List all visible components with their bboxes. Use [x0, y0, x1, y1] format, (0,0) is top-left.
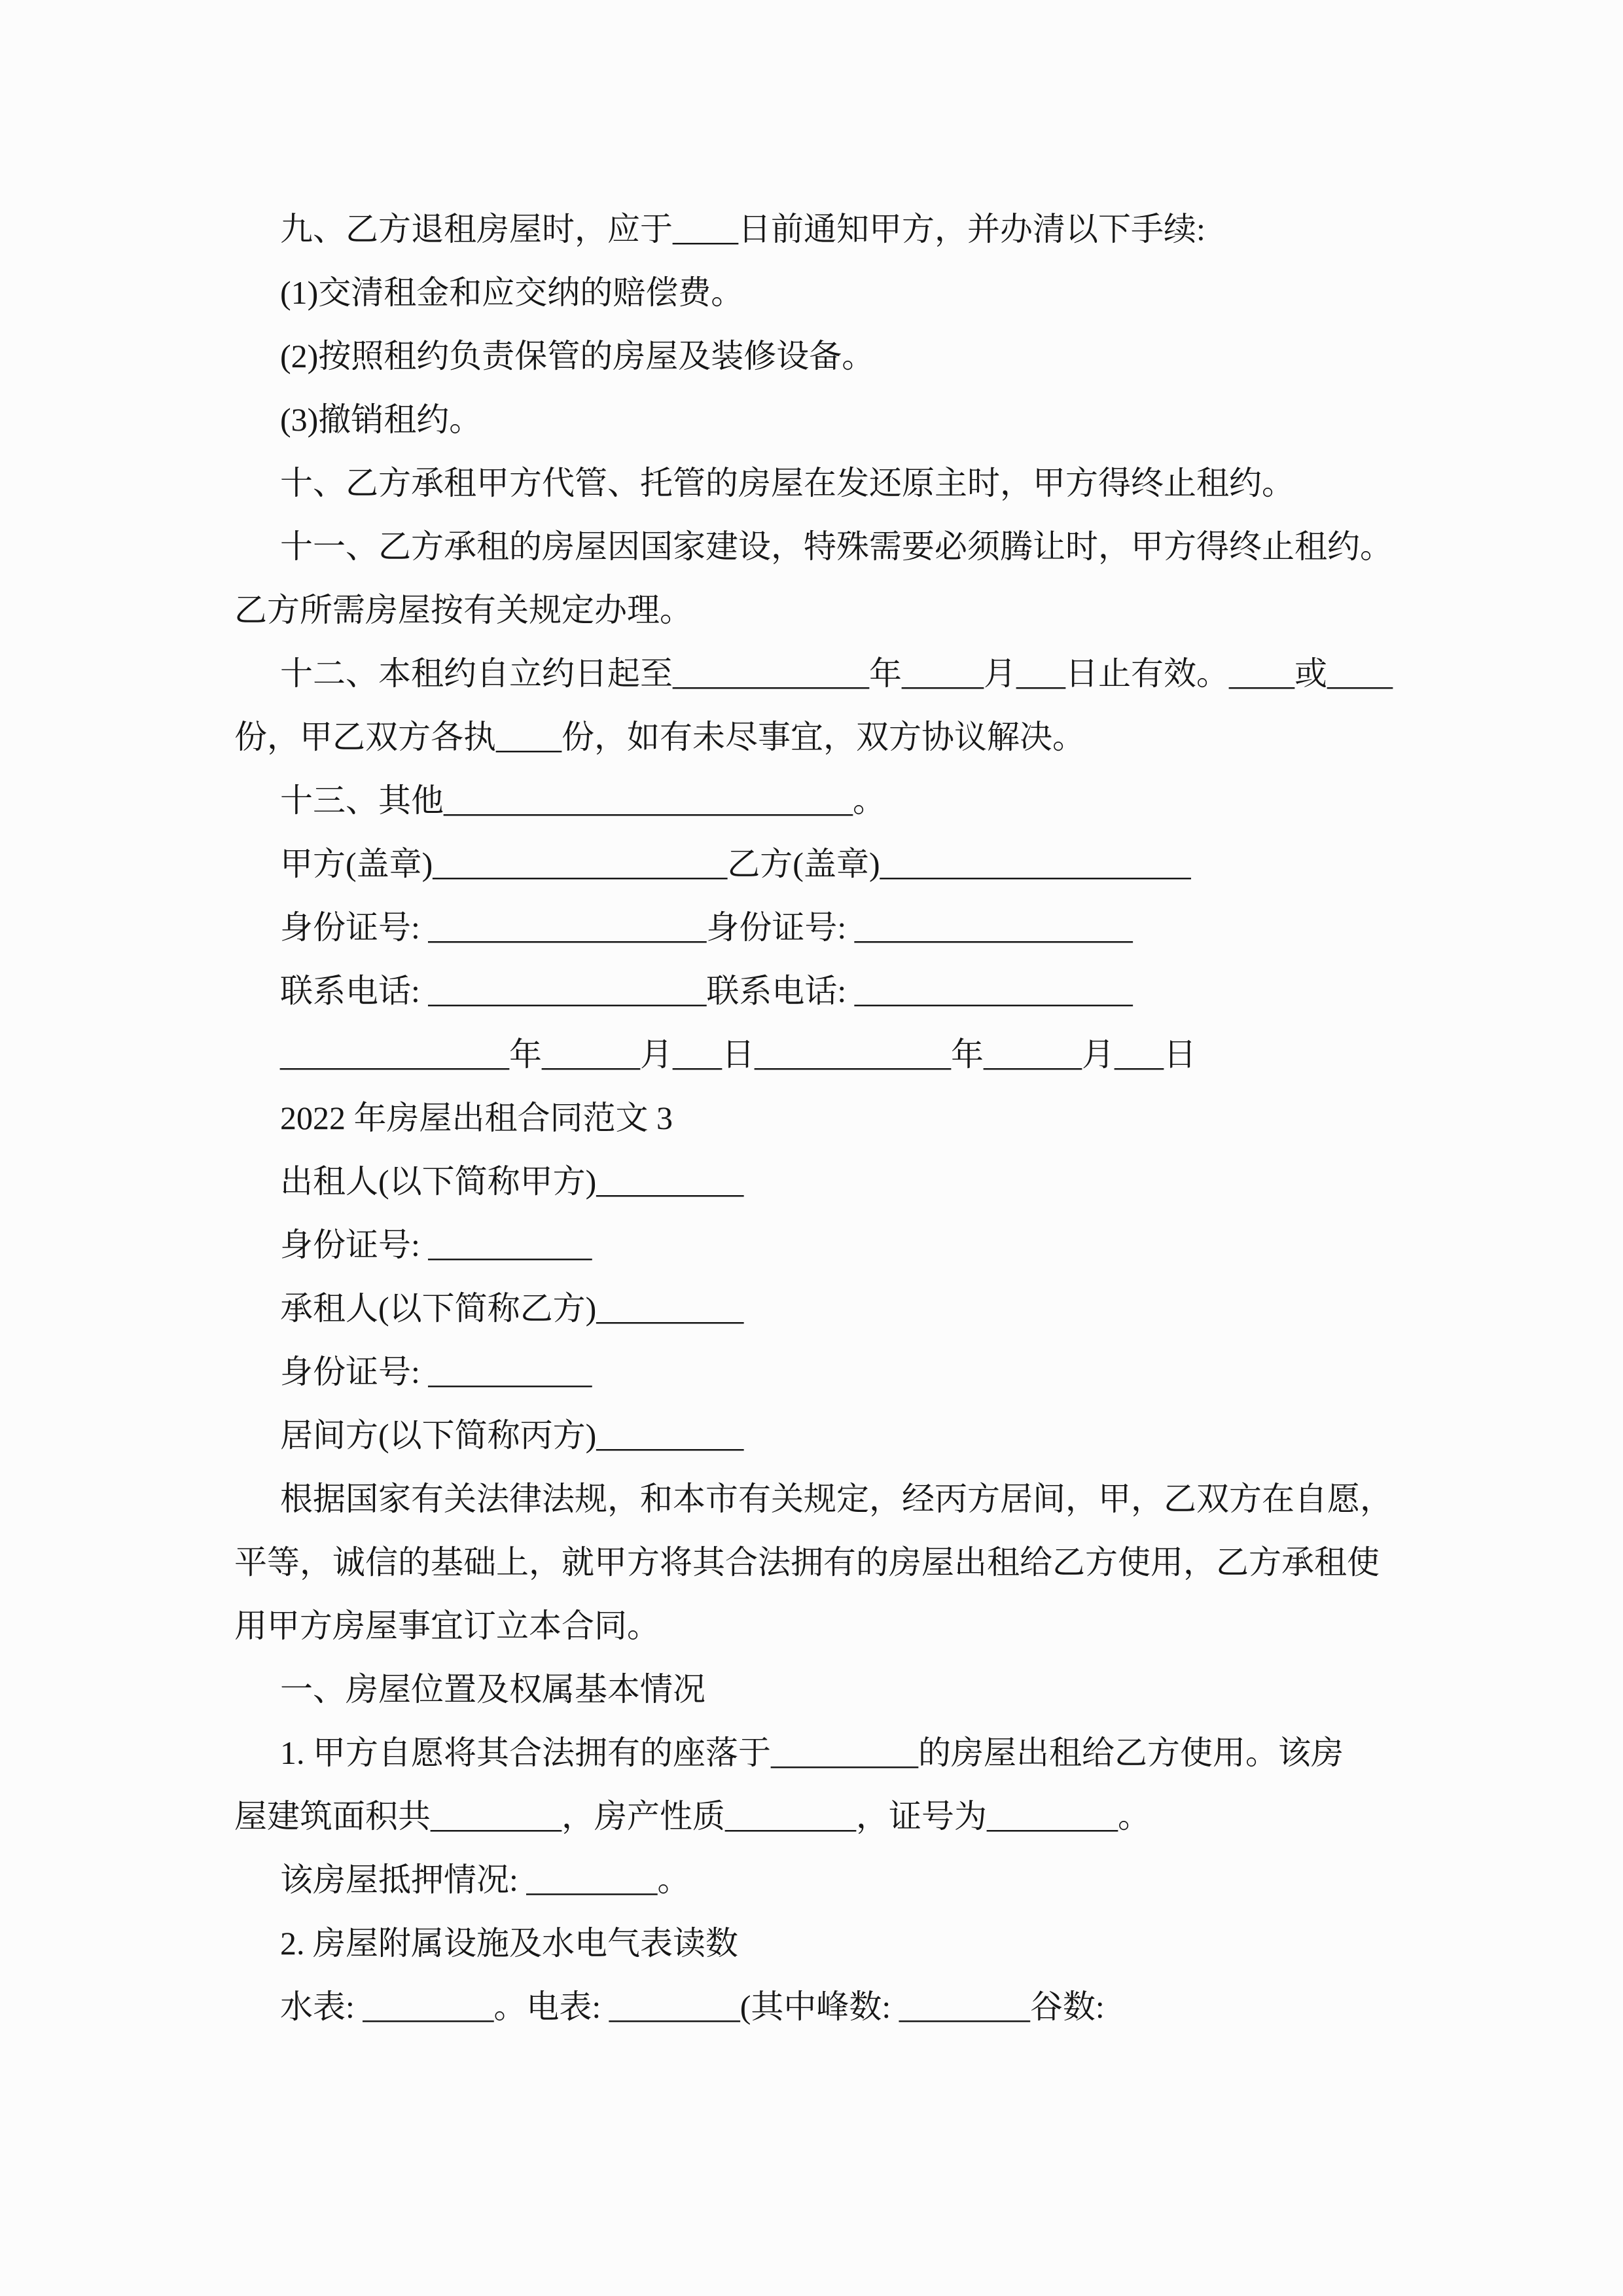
document-line: 用甲方房屋事宜订立本合同。 — [234, 1607, 660, 1644]
document-line: 水表: ________。电表: ________(其中峰数: ________谷数: — [280, 1988, 1105, 2025]
document-line: 九、乙方退租房屋时，应于____日前通知甲方，并办清以下手续: — [280, 211, 1205, 247]
document-line: (3)撤销租约。 — [280, 401, 482, 438]
document-body — [234, 198, 1406, 2039]
document-line: 身份证号: _________________身份证号: _________________ — [280, 909, 1133, 946]
document-line: 十二、本租约自立约日起至____________年_____月___日止有效。____或____ — [280, 655, 1393, 692]
document-line: 居间方(以下简称丙方)_________ — [280, 1417, 744, 1454]
document-line: 根据国家有关法律法规，和本市有关规定，经丙方居间，甲，乙双方在自愿， — [280, 1480, 1393, 1517]
document-line: 1. 甲方自愿将其合法拥有的座落于_________的房屋出租给乙方使用。该房 — [280, 1734, 1344, 1771]
document-line: 乙方所需房屋按有关规定办理。 — [234, 592, 692, 628]
document-line: 出租人(以下简称甲方)_________ — [280, 1163, 744, 1200]
document-line: 平等，诚信的基础上，就甲方将其合法拥有的房屋出租给乙方使用，乙方承租使 — [234, 1544, 1380, 1581]
document-line: 该房屋抵押情况: ________。 — [280, 1861, 690, 1898]
document-line: 承租人(以下简称乙方)_________ — [280, 1290, 744, 1327]
document-line: 屋建筑面积共________，房产性质________，证号为________。 — [234, 1798, 1150, 1835]
document-line: 份，甲乙双方各执____份，如有未尽事宜，双方协议解决。 — [234, 719, 1085, 755]
document-line: (1)交清租金和应交纳的赔偿费。 — [280, 274, 744, 311]
document-line: (2)按照租约负责保管的房屋及装修设备。 — [280, 338, 875, 374]
document-line: 十、乙方承租甲方代管、托管的房屋在发还原主时，甲方得终止租约。 — [280, 465, 1294, 501]
document-line: 联系电话: _________________联系电话: _________________ — [280, 973, 1133, 1009]
document-line: 一、房屋位置及权属基本情况 — [280, 1671, 705, 1708]
document-line: 身份证号: __________ — [280, 1354, 592, 1390]
document-line: 身份证号: __________ — [280, 1227, 592, 1263]
document-line: 甲方(盖章)__________________乙方(盖章)___________________ — [280, 846, 1191, 882]
document-line: ______________年______月___日____________年______月___日 — [280, 1036, 1196, 1073]
document-line: 2. 房屋附属设施及水电气表读数 — [280, 1925, 738, 1962]
document-line: 十一、乙方承租的房屋因国家建设，特殊需要必须腾让时，甲方得终止租约。 — [280, 528, 1393, 565]
document-line: 2022 年房屋出租合同范文 3 — [280, 1100, 673, 1136]
document-line: 十三、其他_________________________。 — [280, 782, 885, 819]
